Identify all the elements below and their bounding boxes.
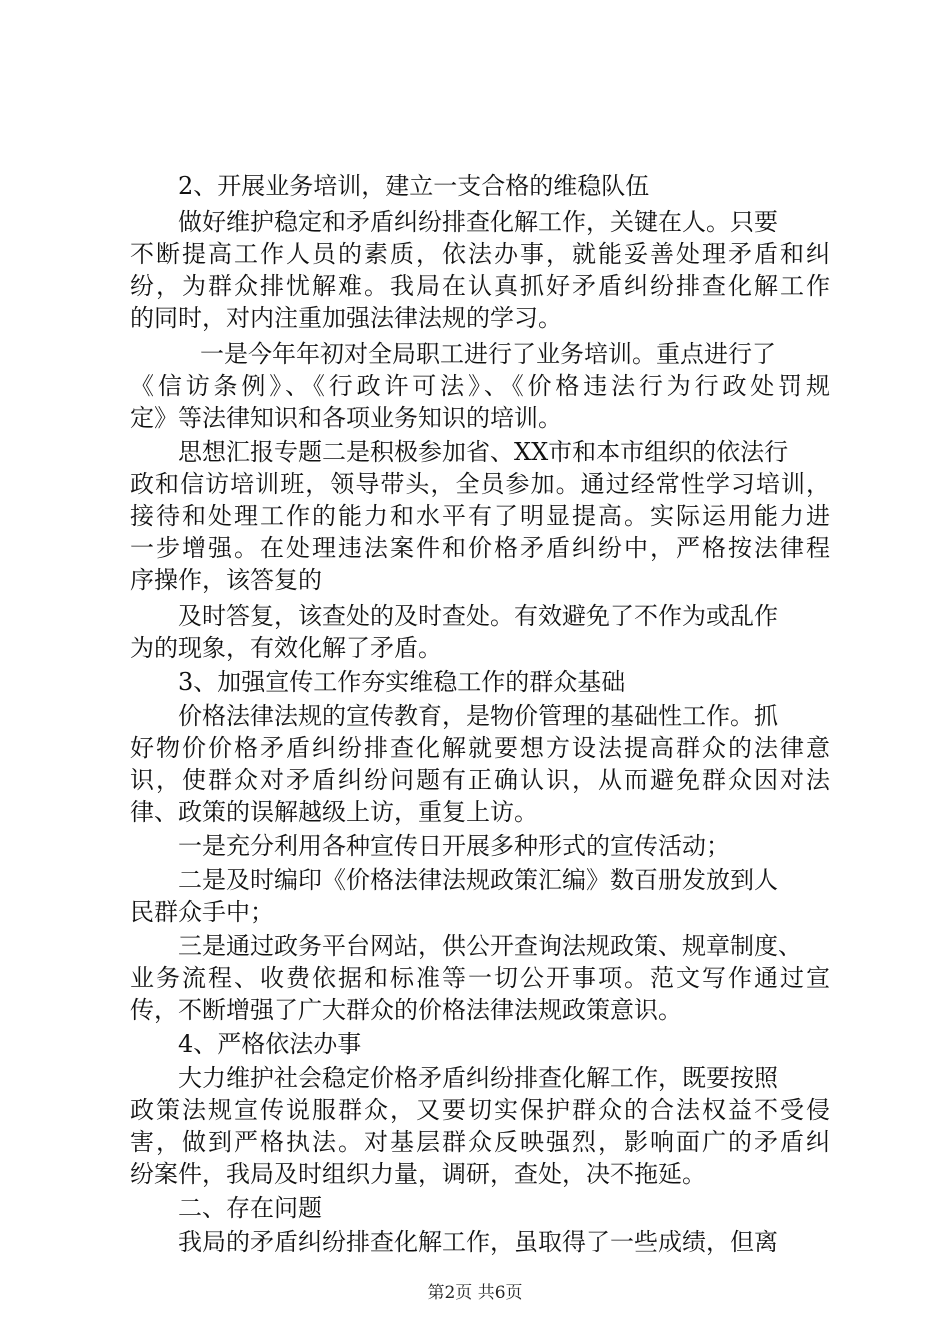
paragraph-line: 思想汇报专题二是积极参加省、XX市和本市组织的依法行 [178, 438, 789, 466]
heading-lawful: 4、严格依法办事 [178, 1030, 362, 1058]
paragraph-line: 为的现象，有效化解了矛盾。 [130, 634, 442, 662]
paragraph-line: 《信访条例》、《行政许可法》、《价格违法行为行政处罚规 [130, 372, 830, 400]
paragraph-line: 我局的矛盾纠纷排查化解工作，虽取得了一些成绩，但离 [178, 1228, 778, 1256]
paragraph-line: 做好维护稳定和矛盾纠纷排查化解工作，关键在人。只要 [178, 208, 778, 236]
paragraph-line: 的同时，对内注重加强法律法规的学习。 [130, 304, 562, 332]
paragraph-line: 民群众手中； [130, 898, 274, 926]
paragraph-line: 大力维护社会稳定价格矛盾纠纷排查化解工作，既要按照 [178, 1064, 778, 1092]
paragraph-line: 传，不断增强了广大群众的价格法律法规政策意识。 [130, 996, 682, 1024]
heading-publicity: 3、加强宣传工作夯实维稳工作的群众基础 [178, 668, 626, 696]
heading-problems: 二、存在问题 [178, 1194, 322, 1222]
paragraph-line: 不断提高工作人员的素质，依法办事，就能妥善处理矛盾和纠 [130, 240, 830, 268]
paragraph-line: 好物价价格矛盾纠纷排查化解就要想方设法提高群众的法律意 [130, 734, 830, 762]
paragraph-line: 一是今年年初对全局职工进行了业务培训。重点进行了 [200, 340, 776, 368]
paragraph-line: 序操作，该答复的 [130, 566, 322, 594]
paragraph-line: 政和信访培训班，领导带头，全员参加。通过经常性学习培训， [130, 470, 830, 498]
paragraph-line: 接待和处理工作的能力和水平有了明显提高。实际运用能力进 [130, 502, 830, 530]
page-number-footer: 第2页 共6页 [427, 1283, 523, 1303]
paragraph-line: 二是及时编印《价格法律法规政策汇编》数百册发放到人 [178, 866, 778, 894]
heading-training: 2、开展业务培训，建立一支合格的维稳队伍 [178, 172, 650, 200]
paragraph-line: 价格法律法规的宣传教育，是物价管理的基础性工作。抓 [178, 702, 778, 730]
paragraph-line: 一步增强。在处理违法案件和价格矛盾纠纷中，严格按法律程 [130, 534, 830, 562]
paragraph-line: 及时答复，该查处的及时查处。有效避免了不作为或乱作 [178, 602, 778, 630]
paragraph-line: 定》等法律知识和各项业务知识的培训。 [130, 404, 562, 432]
paragraph-line: 一是充分利用各种宣传日开展多种形式的宣传活动； [178, 832, 730, 860]
paragraph-line: 业务流程、收费依据和标准等一切公开事项。范文写作通过宣 [130, 964, 830, 992]
paragraph-line: 政策法规宣传说服群众，又要切实保护群众的合法权益不受侵 [130, 1096, 830, 1124]
paragraph-line: 纷，为群众排忧解难。我局在认真抓好矛盾纠纷排查化解工作 [130, 272, 830, 300]
paragraph-line: 识，使群众对矛盾纠纷问题有正确认识，从而避免群众因对法 [130, 766, 830, 794]
paragraph-line: 律、政策的误解越级上访，重复上访。 [130, 798, 538, 826]
paragraph-line: 纷案件，我局及时组织力量，调研，查处，决不拖延。 [130, 1160, 706, 1188]
paragraph-line: 三是通过政务平台网站，供公开查询法规政策、规章制度、 [178, 932, 802, 960]
paragraph-line: 害，做到严格执法。对基层群众反映强烈，影响面广的矛盾纠 [130, 1128, 830, 1156]
